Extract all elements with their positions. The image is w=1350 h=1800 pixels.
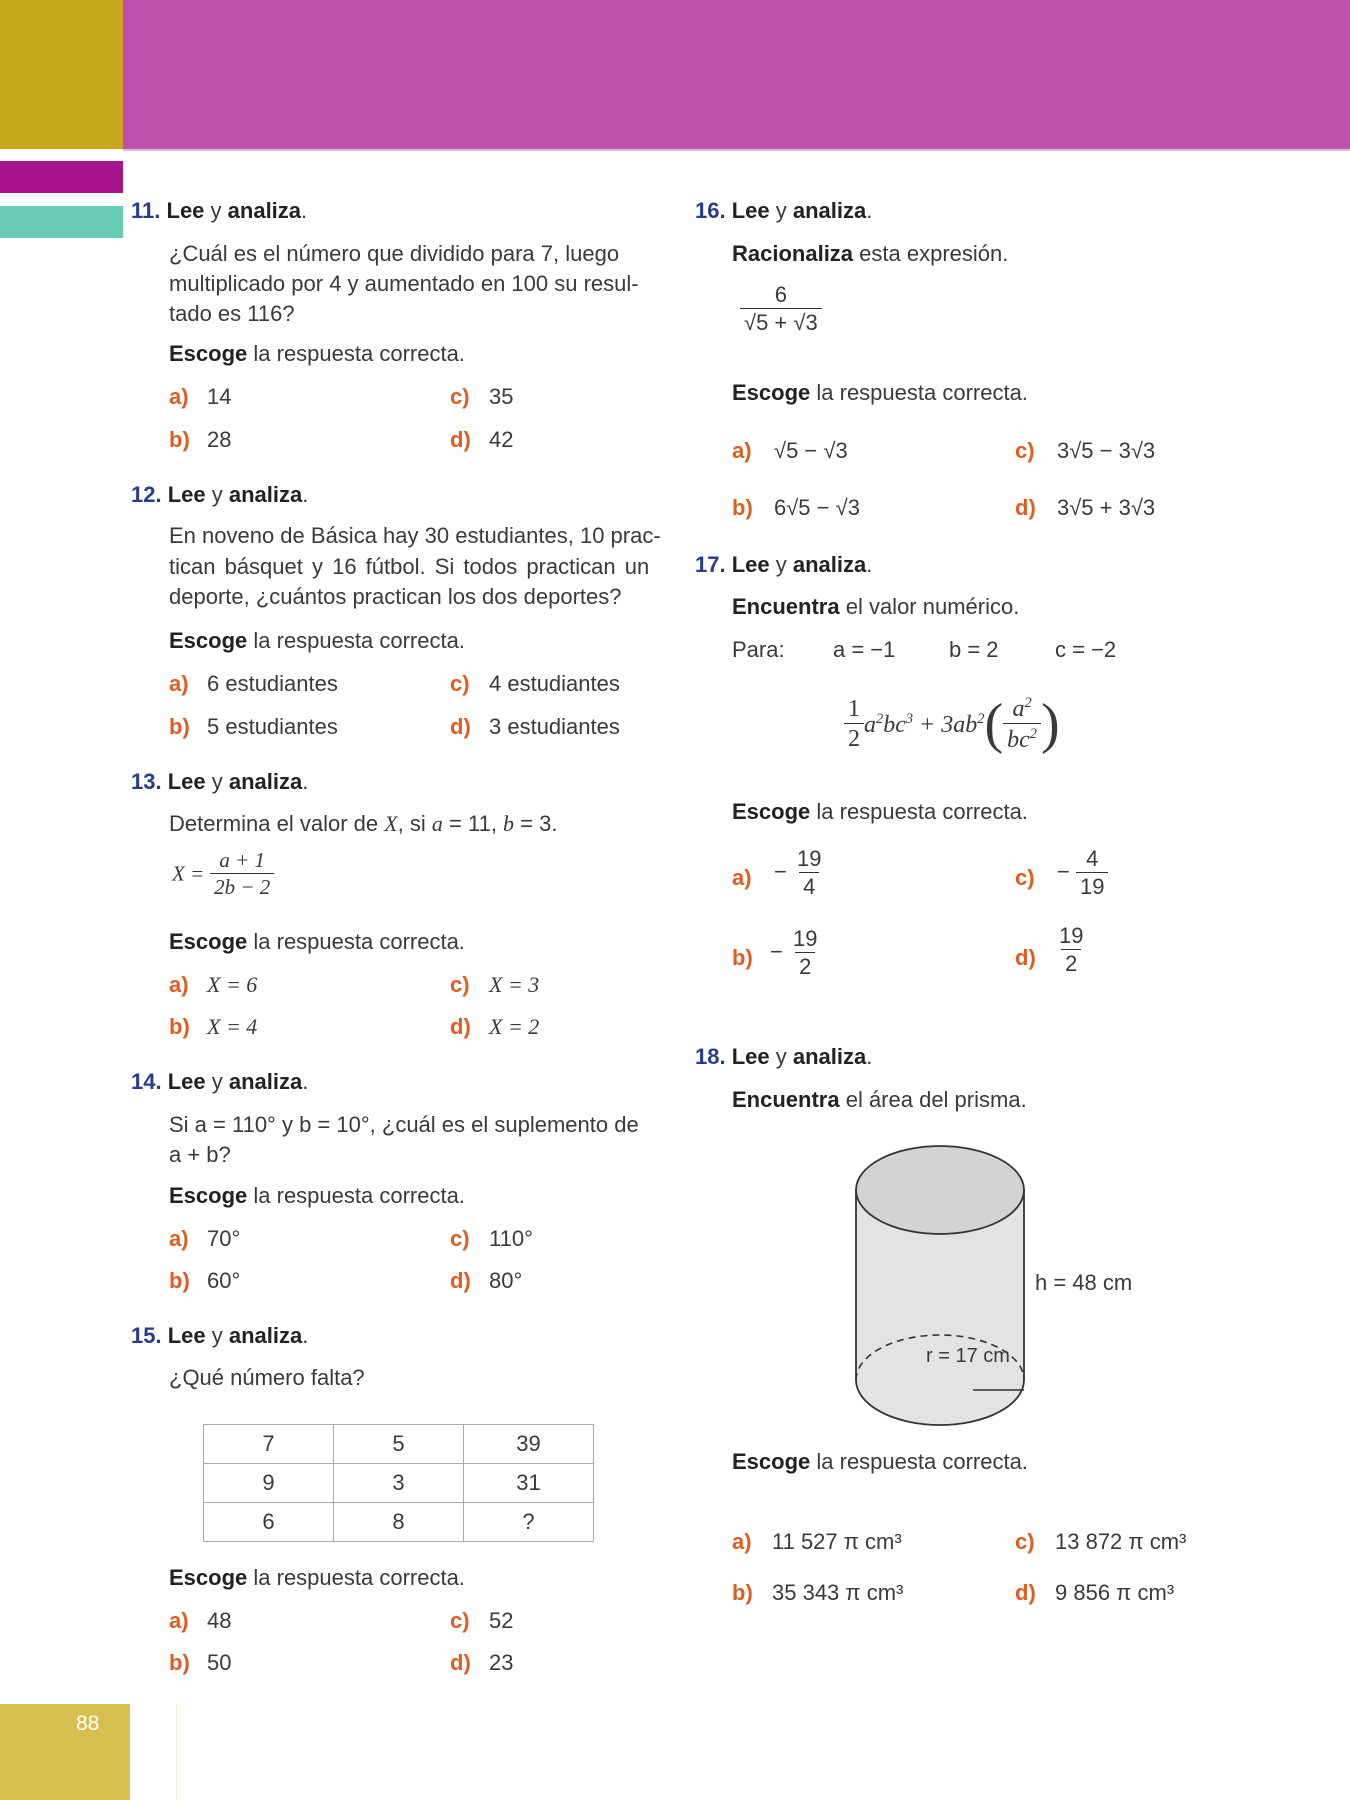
q17-expression: $\frac{1}{2}$ $a^2bc^3 + 3ab^2$( $\frac{a^2}{bc^2}$ ): [844, 696, 1060, 752]
option-letter: b): [169, 1650, 190, 1675]
q11-line-2: multiplicado por 4 y aumentado en 100 su resul-: [169, 271, 639, 296]
heading-analiza: analiza: [792, 198, 867, 223]
q15-option-a[interactable]: [169, 1608, 232, 1633]
option-letter: b): [732, 945, 753, 970]
q13-heading: [131, 771, 308, 793]
table-row: [204, 1503, 594, 1542]
table-row: [204, 1464, 594, 1503]
table-cell: ?: [464, 1503, 594, 1542]
one-half: $\frac{1}{2}$: [844, 697, 864, 751]
option-letter: a): [169, 1608, 189, 1633]
option-value: 80°: [489, 1268, 523, 1293]
q11-instruction: [169, 343, 465, 365]
heading-y: y: [205, 769, 229, 794]
heading-y: y: [769, 552, 793, 577]
q17-value-c: c = −2: [1055, 637, 1117, 662]
q12-option-d[interactable]: [450, 714, 620, 739]
var-x: X: [384, 811, 398, 836]
q16-option-c[interactable]: [1015, 438, 1156, 463]
q12-heading: [131, 484, 308, 506]
header-gold-block: [0, 0, 123, 149]
fraction-denominator: 2b − 2: [210, 873, 274, 898]
option-letter: d): [450, 1014, 471, 1039]
verb: Encuentra: [732, 594, 840, 619]
q18-option-d[interactable]: [1015, 1580, 1175, 1605]
side-tab-teal: [0, 206, 123, 238]
option-letter: b): [169, 1268, 190, 1293]
q16-number: 16.: [695, 198, 726, 223]
heading-analiza: analiza: [228, 769, 303, 794]
option-letter: d): [450, 1268, 471, 1293]
q17-option-c[interactable]: [1015, 846, 1105, 899]
q18-number: 18.: [695, 1044, 726, 1069]
table-cell: 31: [464, 1464, 594, 1503]
heading-y: y: [205, 1323, 229, 1348]
q14-option-d[interactable]: [450, 1268, 523, 1293]
option-letter: c): [450, 972, 470, 997]
option-value: 3 estudiantes: [489, 714, 620, 739]
option-letter: d): [450, 427, 471, 452]
option-value: X = 6: [207, 972, 258, 997]
option-value: 50: [207, 1650, 232, 1675]
q13-instruction: [169, 931, 465, 953]
q17-option-b[interactable]: [732, 926, 818, 979]
instruction-text: la respuesta correcta.: [810, 799, 1028, 824]
q14-option-a[interactable]: [169, 1226, 241, 1251]
q13-statement: [169, 813, 557, 835]
q14-option-b[interactable]: [169, 1268, 241, 1293]
q18-option-a[interactable]: [732, 1529, 902, 1554]
option-letter: d): [450, 714, 471, 739]
table-cell: 8: [334, 1503, 464, 1542]
inner-fraction: $\frac{a^2}{bc^2}$: [1003, 696, 1041, 752]
q16-option-a[interactable]: [732, 438, 848, 463]
escoge-word: Escoge: [732, 380, 811, 405]
q17-number: 17.: [695, 552, 726, 577]
q13-option-d[interactable]: [450, 1014, 540, 1039]
heading-period: .: [302, 482, 309, 507]
option-value: X = 3: [489, 972, 540, 997]
heading-y: y: [769, 1044, 793, 1069]
escoge-word: Escoge: [169, 341, 248, 366]
text: , si: [397, 811, 432, 836]
heading-y: y: [205, 482, 229, 507]
option-value: X = 4: [207, 1014, 258, 1039]
q13-number: 13.: [131, 769, 162, 794]
heading-lee: Lee: [166, 198, 205, 223]
option-letter: b): [169, 1014, 190, 1039]
option-value: 48: [207, 1608, 232, 1633]
q12-line-2: tican básquet y 16 fútbol. Si todos practican un: [169, 554, 650, 579]
fraction-numerator: 6: [774, 282, 787, 307]
q16-heading: [695, 200, 872, 222]
option-value: 5 estudiantes: [207, 714, 338, 739]
option-letter: a): [732, 1529, 752, 1554]
heading-analiza: analiza: [792, 552, 867, 577]
q12-option-b[interactable]: [169, 714, 338, 739]
q12-option-a[interactable]: [169, 671, 338, 696]
q17-value-b: b = 2: [949, 637, 999, 662]
footer-divider: [176, 1704, 177, 1800]
q14-option-c[interactable]: [450, 1226, 533, 1251]
option-letter: a): [169, 1226, 189, 1251]
heading-lee: Lee: [167, 769, 206, 794]
option-value: 70°: [207, 1226, 241, 1251]
q13-option-c[interactable]: [450, 972, 540, 997]
instruction-text: la respuesta correcta.: [247, 1183, 465, 1208]
footer-page-block: [0, 1704, 130, 1800]
heading-period: .: [866, 198, 873, 223]
q13-option-a[interactable]: [169, 972, 258, 997]
option-letter: b): [169, 427, 190, 452]
q12-option-c[interactable]: [450, 671, 620, 696]
option-value: − $\frac{19}{2}$: [770, 926, 818, 979]
table-cell: 7: [204, 1425, 334, 1464]
option-letter: a): [732, 438, 752, 463]
q15-instruction: [169, 1567, 465, 1589]
q18-instruction: [732, 1451, 1028, 1473]
table-row: [204, 1425, 594, 1464]
heading-lee: Lee: [167, 1323, 206, 1348]
table-cell: 9: [204, 1464, 334, 1503]
q11-option-c[interactable]: [450, 384, 514, 409]
escoge-word: Escoge: [169, 1565, 248, 1590]
option-letter: b): [732, 495, 753, 520]
option-letter: b): [169, 714, 190, 739]
q13-formula: [172, 850, 274, 898]
option-letter: c): [450, 1608, 470, 1633]
side-tab-magenta: [0, 161, 123, 193]
q15-option-c[interactable]: [450, 1608, 514, 1633]
escoge-word: Escoge: [732, 799, 811, 824]
var-a: a: [431, 811, 443, 836]
q11-option-b[interactable]: [169, 427, 232, 452]
option-value: 3√5 − 3√3: [1057, 438, 1156, 463]
heading-lee: Lee: [731, 552, 770, 577]
header-purple-banner: [123, 0, 1350, 151]
heading-analiza: analiza: [228, 482, 303, 507]
option-letter: d): [450, 1650, 471, 1675]
q16-expression: [740, 284, 822, 334]
heading-period: .: [866, 1044, 873, 1069]
statement: esta expresión.: [853, 241, 1009, 266]
heading-analiza: analiza: [228, 1069, 303, 1094]
heading-period: .: [302, 1069, 309, 1094]
option-value: 23: [489, 1650, 514, 1675]
heading-analiza: analiza: [227, 198, 302, 223]
q17-heading: [695, 554, 872, 576]
table-cell: 6: [204, 1503, 334, 1542]
q14-line-2: a + b?: [169, 1142, 231, 1167]
formula-lhs: X =: [172, 861, 205, 886]
instruction-text: la respuesta correcta.: [810, 380, 1028, 405]
expression-fraction: [740, 284, 822, 334]
option-letter: c): [450, 1226, 470, 1251]
heading-period: .: [302, 769, 309, 794]
option-letter: c): [450, 671, 470, 696]
escoge-word: Escoge: [169, 1183, 248, 1208]
q18-option-b[interactable]: [732, 1580, 904, 1605]
q14-heading: [131, 1071, 308, 1093]
instruction-text: la respuesta correcta.: [247, 1565, 465, 1590]
option-value: 14: [207, 384, 232, 409]
q14-line-1: Si a = 110° y b = 10°, ¿cuál es el suplemento de: [169, 1112, 639, 1137]
option-value: $\frac{19}{2}$: [1059, 923, 1084, 976]
option-value: 11 527 π cm³: [772, 1529, 902, 1554]
q18-option-c[interactable]: [1015, 1529, 1187, 1554]
option-value: 3√5 + 3√3: [1057, 495, 1156, 520]
option-value: 52: [489, 1608, 514, 1633]
q15-heading: [131, 1325, 308, 1347]
table-cell: 5: [334, 1425, 464, 1464]
statement: el área del prisma.: [839, 1087, 1027, 1112]
escoge-word: Escoge: [732, 1449, 811, 1474]
height-label: h = 48 cm: [1035, 1270, 1133, 1295]
option-letter: b): [732, 1580, 753, 1605]
option-value: 35: [489, 384, 514, 409]
option-letter: d): [1015, 1580, 1036, 1605]
q12-line-1: En noveno de Básica hay 30 estudiantes, 10 prac-: [169, 523, 661, 548]
heading-period: .: [866, 552, 873, 577]
q11-number: 11.: [131, 198, 161, 223]
heading-analiza: analiza: [228, 1323, 303, 1348]
heading-y: y: [769, 198, 793, 223]
text: = 11,: [442, 811, 504, 836]
text: = 3.: [514, 811, 558, 836]
option-value: 35 343 π cm³: [772, 1580, 904, 1605]
instruction-text: la respuesta correcta.: [247, 628, 465, 653]
page-number: 88: [76, 1712, 100, 1735]
instruction-text: la respuesta correcta.: [247, 929, 465, 954]
statement: el valor numérico.: [839, 594, 1020, 619]
option-letter: d): [1015, 945, 1036, 970]
option-value: 28: [207, 427, 232, 452]
heading-period: .: [301, 198, 308, 223]
q15-number-table: [203, 1424, 594, 1542]
heading-lee: Lee: [167, 1069, 206, 1094]
q11-line-3: tado es 116?: [169, 301, 295, 326]
q16-option-b[interactable]: [732, 495, 860, 520]
option-value: √5 − √3: [774, 438, 848, 463]
q11-heading: [131, 200, 307, 222]
option-letter: c): [1015, 1529, 1035, 1554]
q16-instruction-rationalize: [732, 243, 1008, 265]
option-value: − $\frac{4}{19}$: [1057, 848, 1108, 898]
option-value: 42: [489, 427, 514, 452]
heading-analiza: analiza: [792, 1044, 867, 1069]
table-cell: 3: [334, 1464, 464, 1503]
verb: Racionaliza: [732, 241, 854, 266]
option-value: 110°: [489, 1226, 533, 1251]
q16-instruction: [732, 382, 1028, 404]
option-letter: c): [1015, 865, 1035, 890]
option-letter: a): [169, 972, 189, 997]
instruction-text: la respuesta correcta.: [810, 1449, 1028, 1474]
q17-value-a: a = −1: [833, 637, 896, 662]
q17-instruction: [732, 801, 1028, 823]
q17-para-label: Para:: [732, 637, 785, 662]
option-value: − $\frac{19}{4}$: [774, 846, 822, 899]
q16-option-d[interactable]: [1015, 495, 1156, 520]
fraction-numerator: a + 1: [219, 848, 266, 872]
option-value: 60°: [207, 1268, 241, 1293]
verb: Encuentra: [732, 1087, 840, 1112]
text: Determina el valor de: [169, 811, 385, 836]
option-value: X = 2: [489, 1014, 540, 1039]
heading-lee: Lee: [731, 198, 770, 223]
table-cell: 39: [464, 1425, 594, 1464]
option-letter: d): [1015, 495, 1036, 520]
escoge-word: Escoge: [169, 929, 248, 954]
q17-option-d[interactable]: [1015, 923, 1084, 976]
q12-line-3: deporte, ¿cuántos practican los dos deportes?: [169, 584, 622, 609]
cylinder-diagram: [845, 1140, 1035, 1430]
heading-lee: Lee: [167, 482, 206, 507]
heading-lee: Lee: [731, 1044, 770, 1069]
option-value: 9 856 π cm³: [1055, 1580, 1175, 1605]
option-letter: a): [169, 671, 189, 696]
q12-instruction: [169, 630, 465, 652]
q15-number: 15.: [131, 1323, 162, 1348]
q11-option-d[interactable]: [450, 427, 514, 452]
q14-number: 14.: [131, 1069, 162, 1094]
option-letter: c): [1015, 438, 1035, 463]
q18-instruction-find: [732, 1089, 1027, 1111]
q15-statement: ¿Qué número falta?: [169, 1365, 365, 1390]
var-b: b: [503, 811, 515, 836]
q14-instruction: [169, 1185, 465, 1207]
q11-option-a[interactable]: [169, 384, 232, 409]
option-value: 13 872 π cm³: [1055, 1529, 1187, 1554]
q17-option-a[interactable]: [732, 846, 822, 899]
instruction-text: la respuesta correcta.: [247, 341, 465, 366]
q15-option-d[interactable]: [450, 1650, 514, 1675]
heading-y: y: [204, 198, 228, 223]
q17-instruction-find: [732, 596, 1019, 618]
fraction-denominator: √5 + √3: [740, 308, 822, 334]
radius-label: r = 17 cm: [926, 1345, 1010, 1367]
q18-heading: [695, 1046, 872, 1068]
q12-number: 12.: [131, 482, 162, 507]
option-letter: c): [450, 384, 470, 409]
q15-option-b[interactable]: [169, 1650, 232, 1675]
q13-option-b[interactable]: [169, 1014, 258, 1039]
option-letter: a): [732, 865, 752, 890]
option-value: 4 estudiantes: [489, 671, 620, 696]
option-letter: a): [169, 384, 189, 409]
heading-period: .: [302, 1323, 309, 1348]
heading-y: y: [205, 1069, 229, 1094]
escoge-word: Escoge: [169, 628, 248, 653]
option-value: 6√5 − √3: [774, 495, 860, 520]
formula-fraction: [210, 850, 274, 898]
q11-line-1: ¿Cuál es el número que dividido para 7, luego: [169, 241, 620, 266]
option-value: 6 estudiantes: [207, 671, 338, 696]
